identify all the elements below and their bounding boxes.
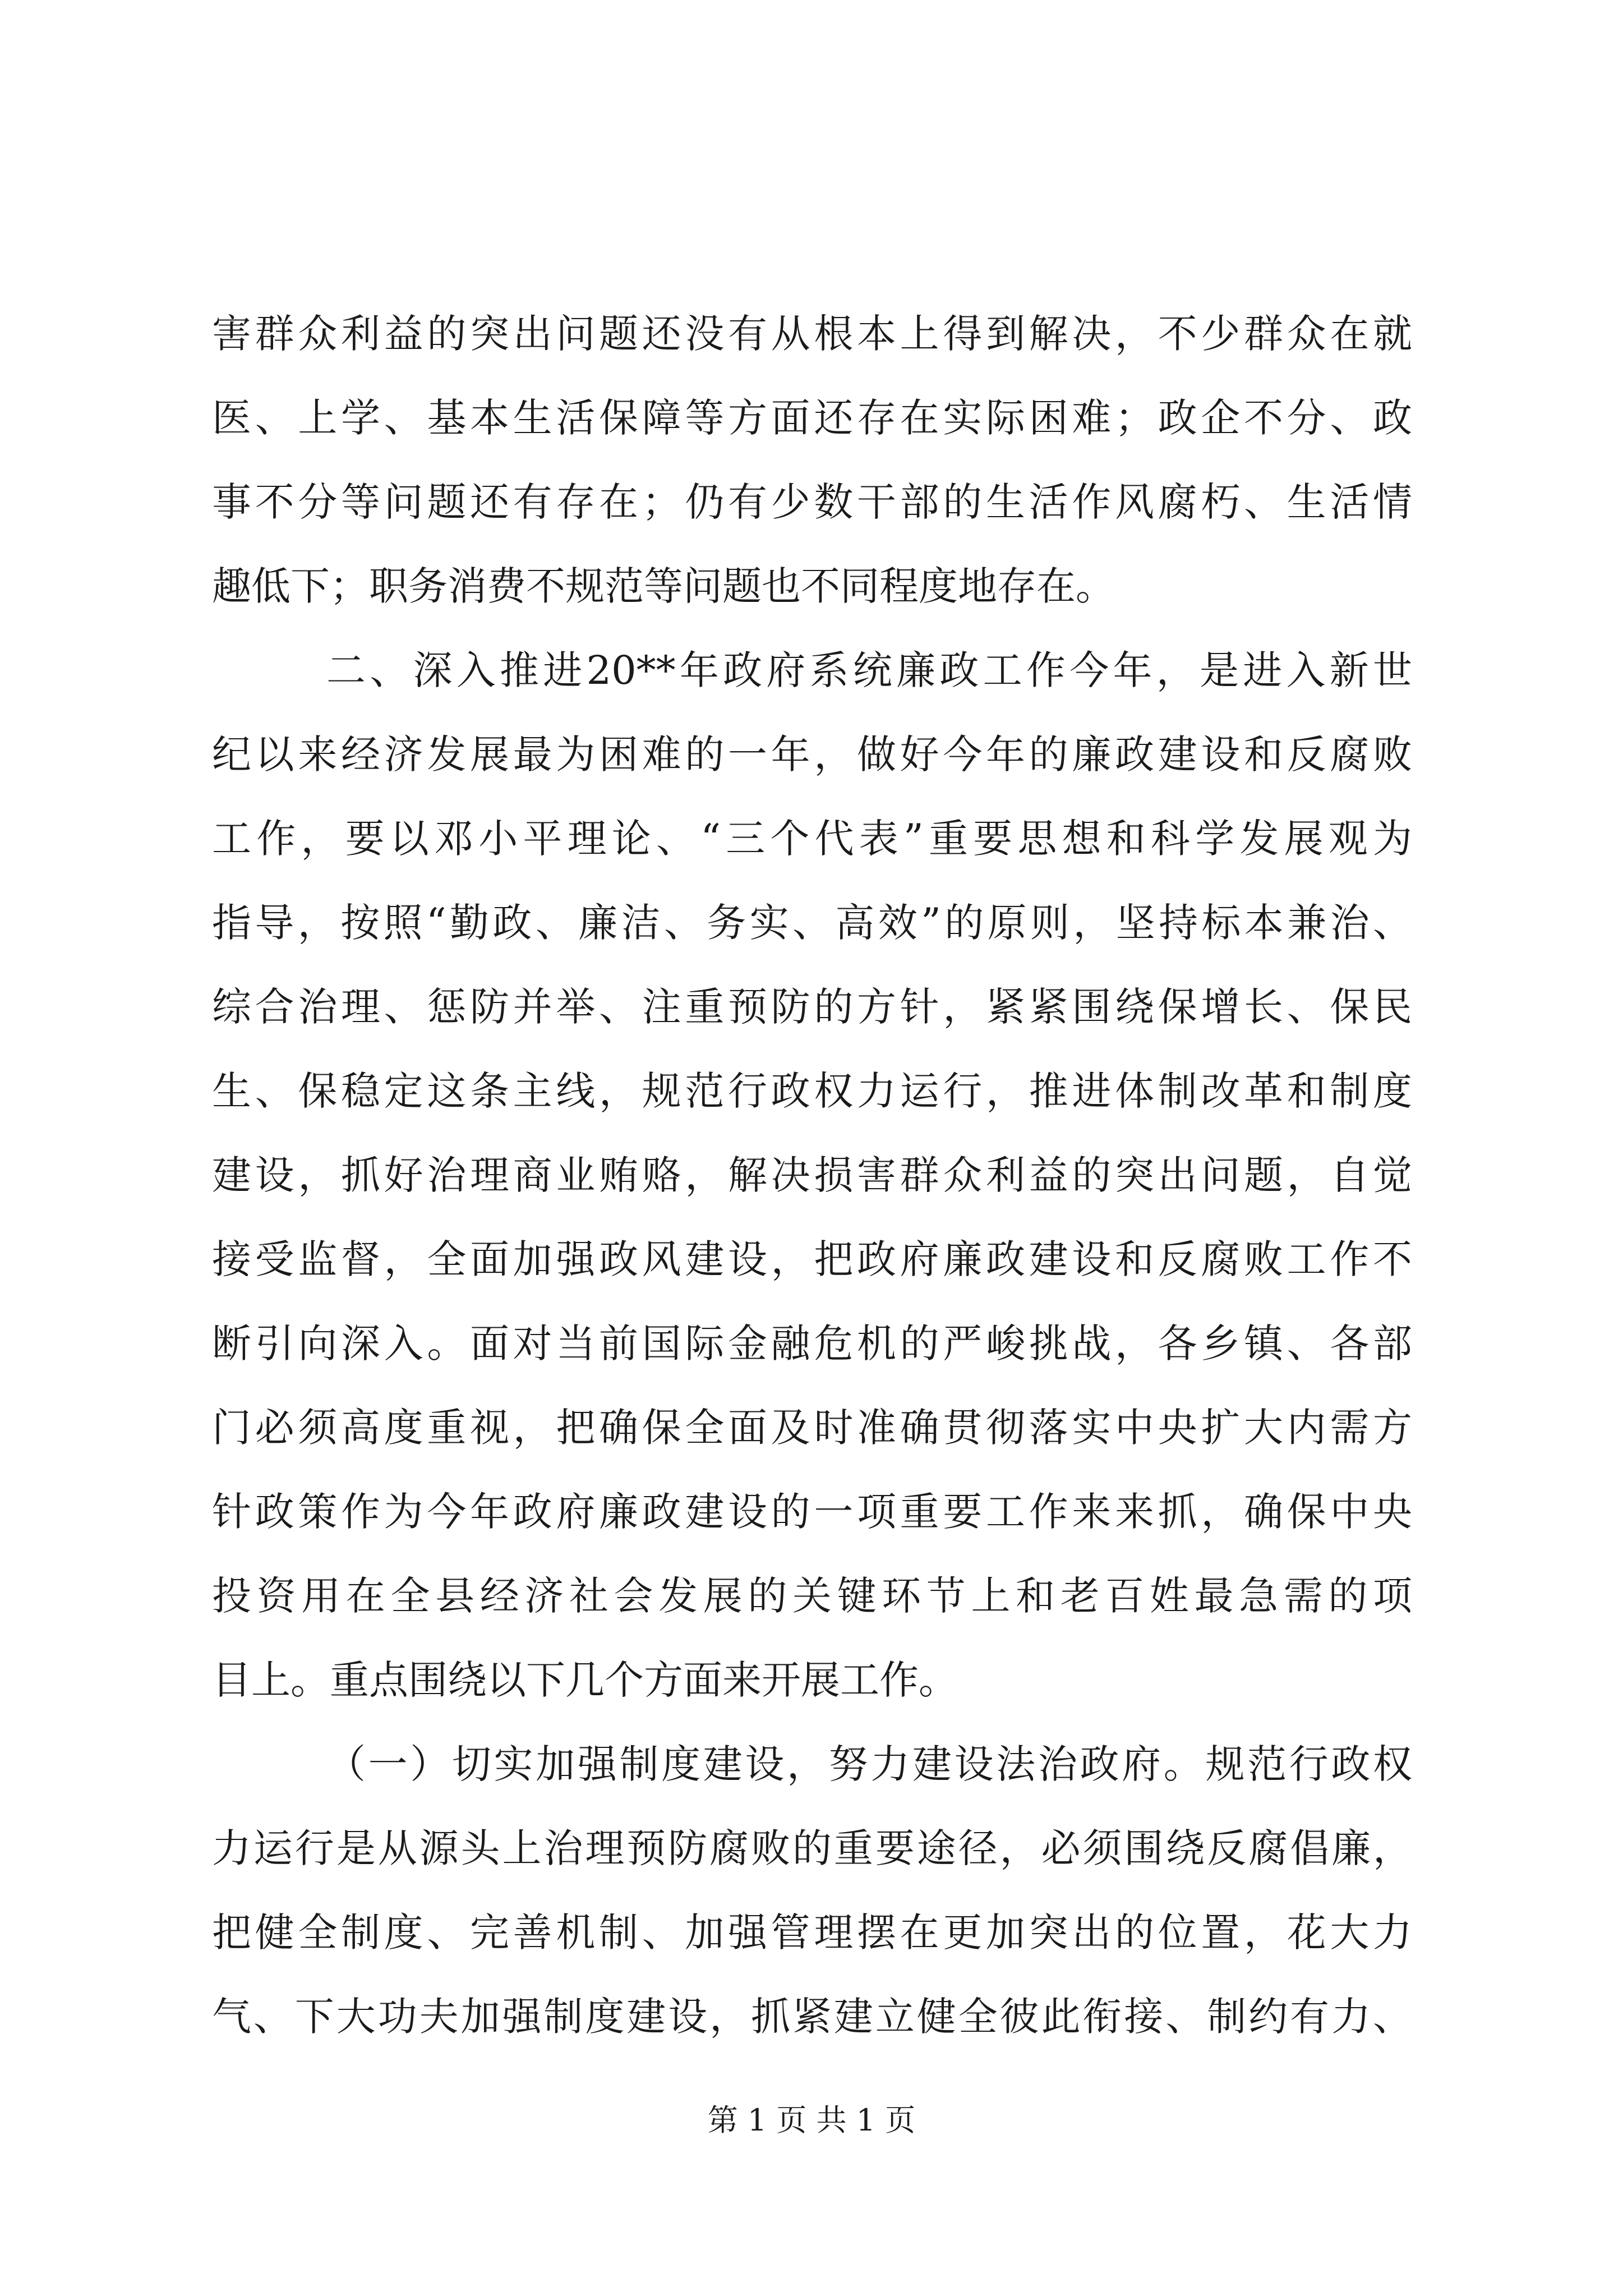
text-line: 综合治理、惩防并举、注重预防的方针，紧紧围绕保增长、保民	[212, 984, 1412, 1030]
text-line: 门必须高度重视，把确保全面及时准确贯彻落实中央扩大内需方	[212, 1405, 1412, 1451]
text-line: 针政策作为今年政府廉政建设的一项重要工作来来抓，确保中央	[212, 1489, 1412, 1535]
text-line: 害群众利益的突出问题还没有从根本上得到解决，不少群众在就	[212, 311, 1412, 357]
text-line: 目上。重点围绕以下几个方面来开展工作。	[212, 1657, 958, 1703]
text-line: 二、深入推进20**年政府系统廉政工作今年，是进入新世	[326, 647, 1412, 693]
text-line: 事不分等问题还有存在；仍有少数干部的生活作风腐朽、生活情	[212, 479, 1412, 525]
text-line: 趣低下；职务消费不规范等问题也不同程度地存在。	[212, 563, 1115, 609]
paragraph-3	[212, 1722, 1412, 2059]
text-line: 建设，抓好治理商业贿赂，解决损害群众利益的突出问题，自觉	[212, 1152, 1412, 1198]
text-line: 工作，要以邓小平理论、“三个代表”重要思想和科学发展观为	[212, 816, 1412, 862]
paragraph-1	[212, 292, 1412, 628]
text-line: 气、下大功夫加强制度建设，抓紧建立健全彼此衔接、制约有力、	[212, 1994, 1412, 2040]
page-footer	[0, 2101, 1623, 2140]
text-line: 纪以来经济发展最为困难的一年，做好今年的廉政建设和反腐败	[212, 731, 1412, 777]
paragraph-2	[212, 628, 1412, 1722]
document-body	[212, 292, 1412, 2059]
text-line: 指导，按照“勤政、廉洁、务实、高效”的原则，坚持标本兼治、	[212, 900, 1412, 946]
text-line: 接受监督，全面加强政风建设，把政府廉政建设和反腐败工作不	[212, 1236, 1412, 1282]
text-line: 投资用在全县经济社会发展的关键环节上和老百姓最急需的项	[212, 1573, 1412, 1619]
text-line: 医、上学、基本生活保障等方面还存在实际困难；政企不分、政	[212, 395, 1412, 441]
text-line: （一）切实加强制度建设，努力建设法治政府。规范行政权	[326, 1741, 1412, 1787]
text-line: 断引向深入。面对当前国际金融危机的严峻挑战，各乡镇、各部	[212, 1320, 1412, 1366]
text-line: 生、保稳定这条主线，规范行政权力运行，推进体制改革和制度	[212, 1068, 1412, 1114]
text-line: 把健全制度、完善机制、加强管理摆在更加突出的位置，花大力	[212, 1910, 1412, 1955]
page-number: 第 1 页 共 1 页	[707, 2102, 916, 2138]
text-line: 力运行是从源头上治理预防腐败的重要途径，必须围绕反腐倡廉，	[212, 1825, 1412, 1871]
